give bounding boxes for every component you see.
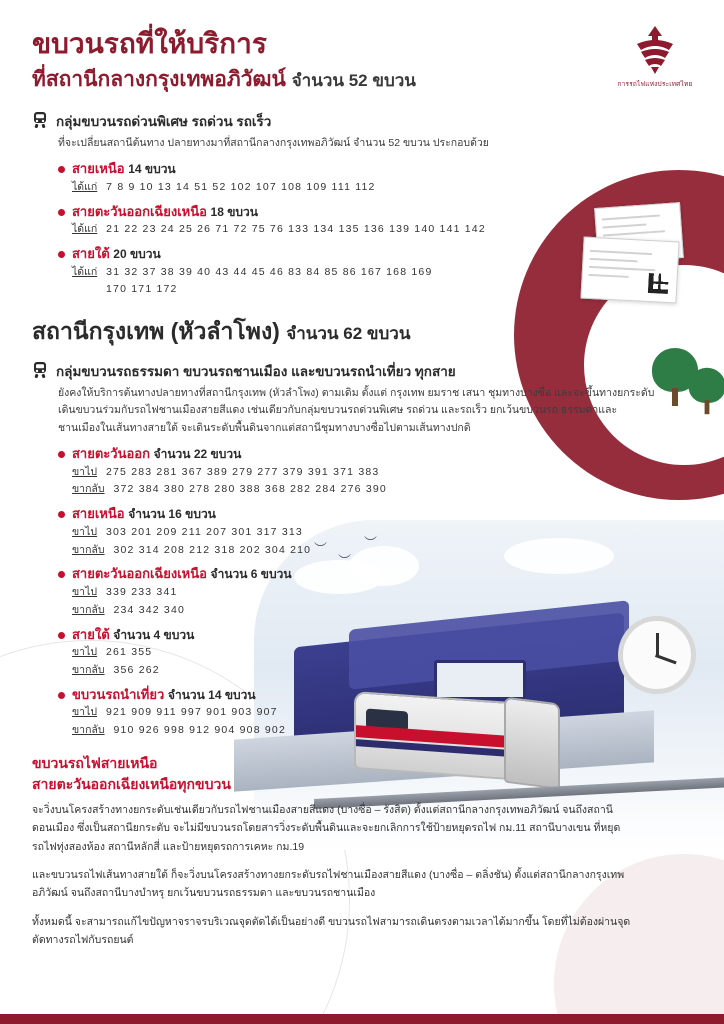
route-label: สายตะวันออกเฉียงเหนือ [72, 566, 207, 582]
route-label: สายใต้ [72, 246, 110, 261]
row-numbers: 302 314 208 212 318 202 304 210 [113, 543, 312, 556]
list-item [58, 565, 694, 618]
route-label: สายตะวันออกเฉียงเหนือ [72, 203, 207, 219]
route-numbers-row [106, 281, 433, 298]
row-label: ได้แก่ [72, 265, 98, 278]
notes-paragraph: ทั้งหมดนี้ จะสามารถแก้ไขปัญหาจราจรบริเวณจุดตัดได้เป็นอย่างดี ขบวนรถไฟสามารถเดินตรงตามเวลาได้มากขึ้น โดยที่ไม่ต้องผ่านจุดตัดทางรถไฟกับรถยนต์ [32, 915, 631, 947]
route-name [72, 245, 433, 263]
row-numbers: 170 171 172 [106, 283, 178, 296]
train-icon [32, 111, 48, 129]
section1-heading-row [32, 110, 694, 132]
list-item [58, 505, 694, 558]
row-label: ขากลับ [72, 603, 105, 616]
row-numbers: 910 926 998 912 904 908 902 [113, 723, 286, 736]
list-item [58, 245, 694, 298]
route-quantity: จำนวน 6 ขบวน [210, 567, 292, 582]
route-name [72, 565, 292, 583]
route-name [72, 626, 194, 644]
row-numbers: 275 283 281 367 389 279 277 379 391 371 383 [105, 465, 380, 478]
route-quantity: จำนวน 22 ขบวน [153, 447, 242, 462]
logo-caption: การรถไฟแห่งประเทศไทย [617, 81, 693, 88]
notes-heading-line1: ขบวนรถไฟสายเหนือ [32, 754, 158, 771]
bullet-icon [58, 209, 65, 216]
notes-heading [32, 753, 694, 795]
section1-heading: กลุ่มขบวนรถด่วนพิเศษ รถด่วน รถเร็ว [56, 114, 272, 129]
train-icon [32, 361, 48, 379]
row-label: ขาไป [72, 585, 98, 598]
section-express-trains [32, 110, 694, 298]
section2-heading: กลุ่มขบวนรถธรรมดา ขบวนรถชานเมือง และขบวนรถนำเที่ยว ทุกสาย [56, 364, 456, 380]
route-numbers-row [72, 179, 376, 196]
row-numbers: 31 32 37 38 39 40 43 44 45 46 83 84 85 86 167 168 169 [106, 265, 433, 278]
route-quantity: จำนวน 16 ขบวน [128, 507, 216, 522]
bullet-icon [58, 166, 65, 173]
section1-description: ที่จะเปลี่ยนสถานีต้นทาง ปลายทางมาที่สถานีกลางกรุงเทพอภิวัฒน์ จำนวน 52 ขบวน ประกอบด้วย [58, 137, 489, 149]
route-numbers-row [72, 221, 486, 238]
route-quantity: จำนวน 14 ขบวน [167, 687, 256, 702]
section-bangkok-station [32, 314, 694, 739]
row-label: ขากลับ [72, 483, 105, 496]
bullet-icon [58, 451, 65, 458]
bullet-icon [58, 511, 65, 518]
route-numbers-row [72, 464, 387, 481]
section2-title-count: จำนวน 62 ขบวน [286, 324, 411, 344]
section2-route-list [58, 445, 694, 739]
route-numbers-row [72, 264, 433, 281]
list-item [58, 445, 694, 498]
route-name [72, 160, 376, 178]
route-numbers-row [72, 602, 292, 619]
route-numbers-row [72, 704, 286, 721]
bird-icon: ︶ [314, 541, 328, 556]
route-name [72, 445, 387, 463]
route-numbers-row [72, 662, 194, 679]
route-quantity: 14 ขบวน [128, 162, 176, 177]
page-subtitle [32, 63, 694, 96]
notes-body [32, 801, 632, 950]
notes-heading-line2: สายตะวันออกเฉียงเหนือทุกขบวน [32, 775, 231, 792]
route-numbers-row [72, 524, 311, 541]
route-label: สายเหนือ [72, 161, 125, 177]
route-quantity: 20 ขบวน [113, 247, 161, 261]
route-quantity: 18 ขบวน [210, 204, 258, 219]
page-title: ขบวนรถที่ให้บริการ [32, 28, 267, 59]
bullet-icon [58, 692, 65, 699]
list-item [58, 203, 694, 238]
row-numbers: 339 233 341 [105, 585, 178, 598]
section2-title-text: สถานีกรุงเทพ (หัวลำโพง) [32, 318, 280, 345]
route-numbers-row [72, 644, 194, 661]
bullet-icon [58, 571, 65, 578]
row-numbers: 21 22 23 24 25 26 71 72 75 76 133 134 135 136 139 140 141 142 [106, 223, 486, 236]
row-numbers: 261 355 [105, 646, 153, 659]
route-label: สายใต้ [72, 626, 110, 642]
row-numbers: 372 384 380 278 280 388 368 282 284 276 390 [113, 483, 387, 496]
route-label: สายตะวันออก [72, 446, 150, 462]
list-item [58, 160, 694, 195]
section-notes [32, 753, 694, 950]
row-label: ขาไป [72, 525, 98, 538]
list-item [58, 626, 694, 679]
notes-paragraph: จะวิ่งบนโครงสร้างทางยกระดับเช่นเดียวกับรถไฟชานเมืองสายสีแดง (บางซื่อ – รังสิต) ตั้งแต่สถานีกลางกรุงเทพอภิวัฒน์ จนถึงสถานีดอนเมือง ซึ่งเป็นสถานียกระดับ จะไม่มีขบวนรถโดยสารวิ่งระดับพื้นดินและจะยกเลิกการใช้ป้ายหยุดรถไฟ กม.11 สถานีบางเขน ที่หยุดรถไฟทุ่งสองห้อง สถานีหลักสี่ และป้ายหยุดรถการเคหะ กม.19 [32, 803, 621, 853]
row-numbers: 7 8 9 10 13 14 51 52 102 107 108 109 111 112 [106, 180, 376, 193]
row-numbers: 921 909 911 997 901 903 907 [105, 706, 278, 719]
row-numbers: 234 342 340 [113, 603, 186, 616]
section1-route-list [58, 160, 694, 298]
route-numbers-row [72, 481, 387, 498]
section2-heading-row [32, 360, 694, 382]
route-name [72, 686, 286, 704]
route-name [72, 203, 486, 221]
row-label: ขากลับ [72, 543, 105, 556]
route-numbers-row [72, 542, 311, 559]
row-numbers: 356 262 [113, 663, 160, 676]
row-label: ขาไป [72, 465, 98, 478]
route-label: สายเหนือ [72, 506, 125, 522]
section2-title [32, 314, 694, 350]
row-label: ขาไป [72, 646, 98, 659]
route-numbers-row [72, 584, 292, 601]
row-label: ขากลับ [72, 663, 105, 676]
page-subtitle-count: จำนวน 52 ขบวน [291, 71, 416, 90]
route-name [72, 505, 311, 523]
bullet-icon [58, 251, 65, 258]
row-label: ได้แก่ [72, 223, 98, 236]
list-item [58, 686, 694, 739]
bird-icon: ︶ [364, 535, 378, 550]
route-quantity: จำนวน 4 ขบวน [113, 627, 195, 642]
route-label: ขบวนรถนำเที่ยว [72, 686, 165, 702]
page-subtitle-text: ที่สถานีกลางกรุงเทพอภิวัฒน์ [32, 68, 286, 91]
footer-bar [0, 1014, 724, 1024]
srt-logo [616, 24, 694, 89]
notes-paragraph: และขบวนรถไฟเส้นทางสายใต้ ก็จะวิ่งบนโครงสร้างทางยกระดับรถไฟชานเมืองสายสีแดง (บางซื่อ – ตลิ่งชัน) ตั้งแต่สถานีกลางกรุงเทพอภิวัฒน์ จนถึงสถานีบางบำหรุ ยกเว้นขบวนรถธรรมดา และขบวนรถชานเมือง [32, 868, 625, 900]
route-numbers-row [72, 722, 286, 739]
bird-icon: ︶ [338, 553, 352, 568]
row-label: ขาไป [72, 706, 98, 719]
srt-emblem-icon [625, 24, 685, 76]
row-numbers: 303 201 209 211 207 301 317 313 [105, 525, 303, 538]
bullet-icon [58, 632, 65, 639]
row-label: ขากลับ [72, 723, 105, 736]
row-label: ได้แก่ [72, 180, 98, 193]
section2-description: ยังคงให้บริการต้นทางปลายทางที่สถานีกรุงเทพ (หัวลำโพง) ตามเดิม ตั้งแต่ กรุงเทพ ยมราช เสนา ชุมทางบางซื่อ และจะขึ้นทางยกระดับเดินขบวนร่วมกับรถไฟชานเมืองสายสีแดง เช่นเดียวกับกลุ่มขบวนรถด่วนพิเศษ รถด่วน และรถเร็ว ยกเว้นขบวนรถ ธรรมดาและชานเมืองในเส้นทางสายใต้ จะเดินระดับพื้นดินจากแต่สถานีชุมทางบางซื่อไปตามเส้นทางปกติ [58, 387, 655, 434]
